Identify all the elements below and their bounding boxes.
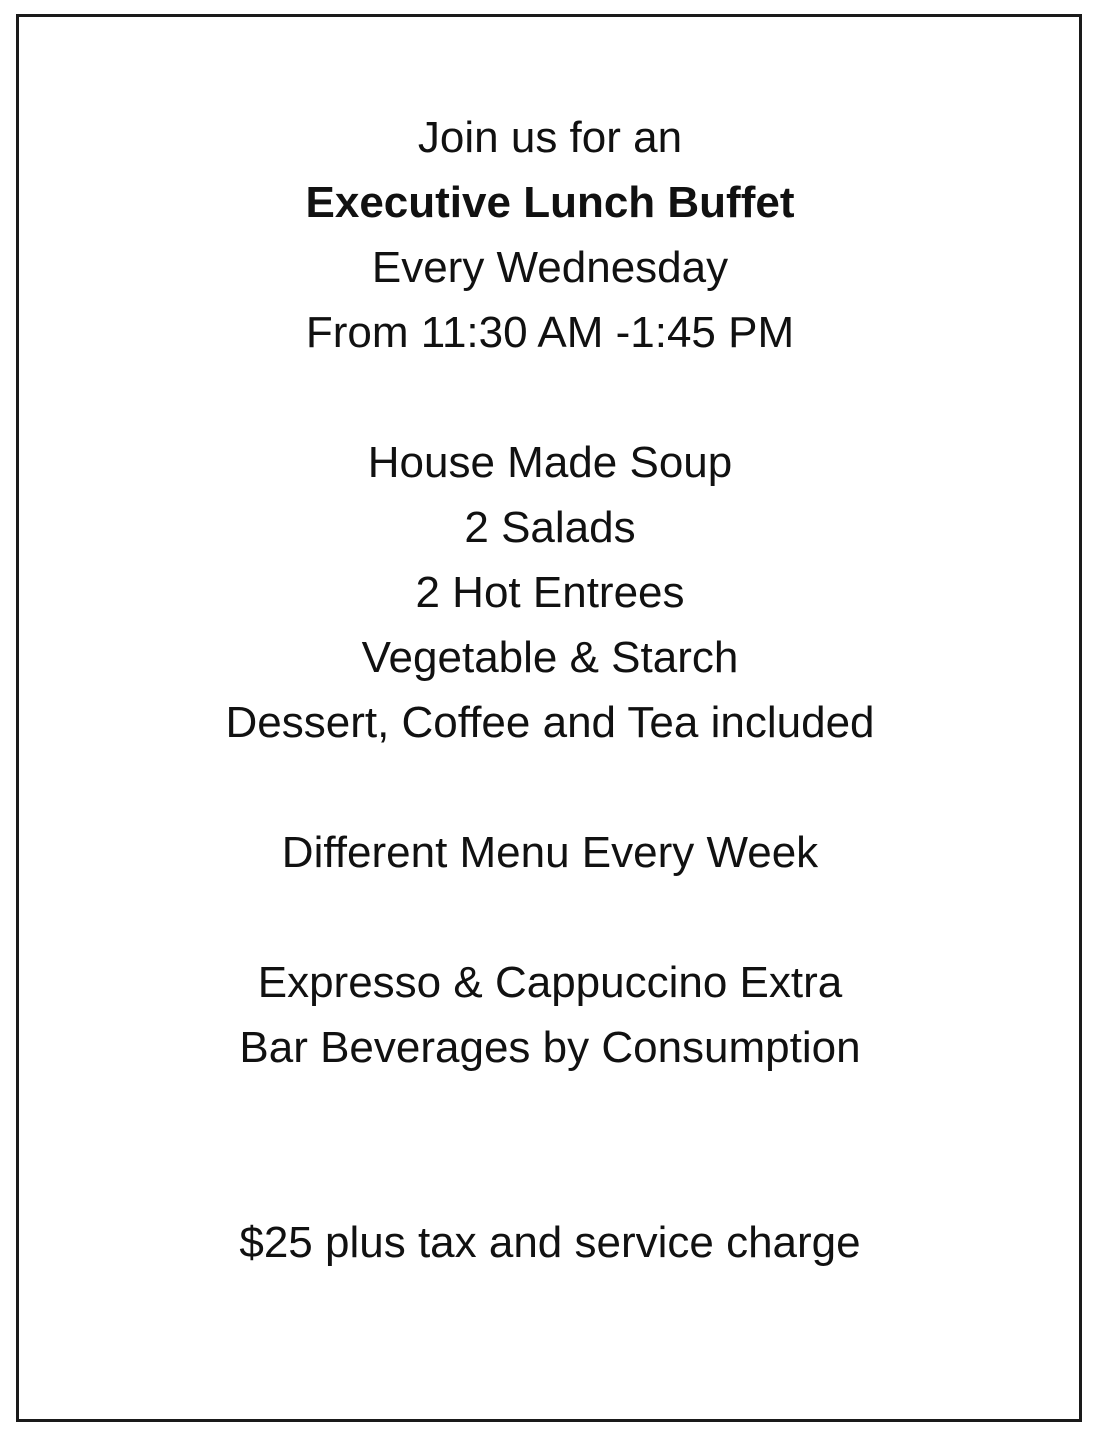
menu-item: House Made Soup [367, 438, 733, 487]
menu-item: Vegetable & Starch [361, 633, 739, 682]
price-text: $25 plus tax and service charge [239, 1218, 861, 1267]
time-text: From 11:30 AM -1:45 PM [305, 308, 795, 357]
rotation-note: Different Menu Every Week [281, 828, 819, 877]
flyer-title: Executive Lunch Buffet [305, 178, 795, 227]
day-text: Every Wednesday [371, 243, 729, 292]
menu-item: 2 Salads [464, 503, 636, 552]
extra-item: Expresso & Cappuccino Extra [257, 958, 843, 1007]
menu-item: Dessert, Coffee and Tea included [225, 698, 875, 747]
menu-item: 2 Hot Entrees [415, 568, 685, 617]
intro-text: Join us for an [417, 113, 683, 162]
extra-item: Bar Beverages by Consumption [239, 1023, 861, 1072]
